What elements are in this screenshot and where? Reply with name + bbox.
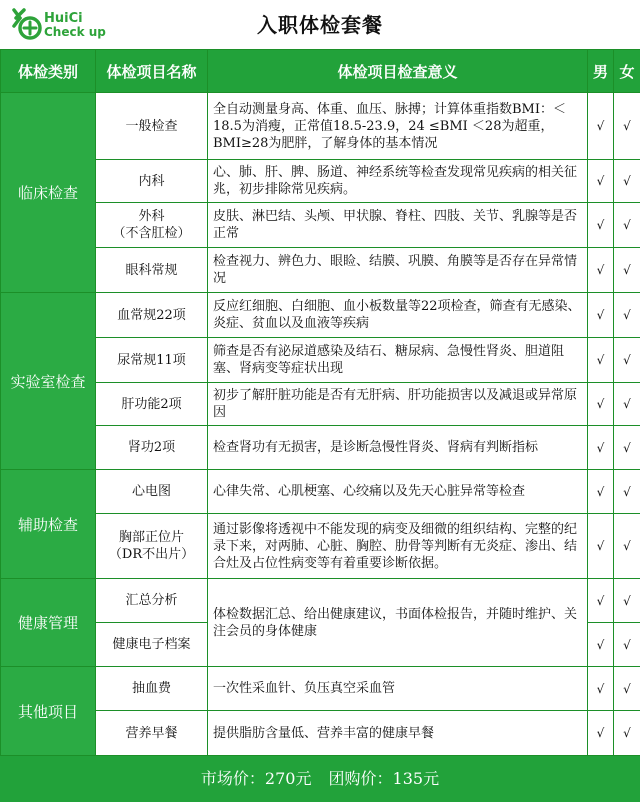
table-row (1, 667, 640, 711)
check-mark-male: √ (588, 514, 614, 579)
category-cell: 实验室检查 (1, 293, 96, 470)
table-row (1, 248, 640, 293)
table-row (1, 383, 640, 426)
column-header: 体检项目名称 (96, 50, 208, 93)
group-price: 团购价：135元 (329, 769, 440, 788)
check-mark-male: √ (588, 248, 614, 293)
item-name-cell: 心电图 (96, 470, 208, 514)
page-title: 入职体检套餐 (0, 9, 640, 38)
column-header: 男 (588, 50, 614, 93)
item-name-cell: 外科 （不含肛检） (96, 203, 208, 248)
check-mark-female: √ (614, 293, 640, 338)
column-header: 体检项目检查意义 (208, 50, 588, 93)
item-name-cell: 汇总分析 (96, 579, 208, 623)
check-mark-male: √ (588, 623, 614, 667)
item-name-cell: 肝功能2项 (96, 383, 208, 426)
item-description-cell: 心、肺、肝、脾、肠道、神经系统等检查发现常见疾病的相关征兆，初步排除常见疾病。 (208, 160, 588, 203)
item-description-cell: 检查肾功有无损害，是诊断急慢性肾炎、肾病有判断指标 (208, 426, 588, 470)
item-description-cell: 体检数据汇总、给出健康建议，书面体检报告，并随时维护、关注会员的身体健康 (208, 579, 588, 667)
check-mark-female: √ (614, 667, 640, 711)
check-mark-male: √ (588, 160, 614, 203)
item-description-cell: 一次性采血针、负压真空采血管 (208, 667, 588, 711)
check-mark-female: √ (614, 93, 640, 160)
table-row (1, 203, 640, 248)
item-description-cell: 筛查是否有泌尿道感染及结石、糖尿病、急慢性肾炎、胆道阻塞、肾病变等症状出现 (208, 338, 588, 383)
table-row (1, 711, 640, 756)
brand-name: HuiCi (44, 12, 83, 25)
check-mark-male: √ (588, 711, 614, 756)
check-mark-female: √ (614, 711, 640, 756)
category-cell: 辅助检查 (1, 470, 96, 579)
check-mark-female: √ (614, 426, 640, 470)
table-row (1, 338, 640, 383)
item-name-cell: 眼科常规 (96, 248, 208, 293)
check-mark-male: √ (588, 667, 614, 711)
check-mark-male: √ (588, 293, 614, 338)
check-mark-male: √ (588, 470, 614, 514)
check-mark-female: √ (614, 623, 640, 667)
check-mark-male: √ (588, 426, 614, 470)
item-name-cell: 营养早餐 (96, 711, 208, 756)
table-row (1, 514, 640, 579)
check-mark-male: √ (588, 579, 614, 623)
item-description-cell: 通过影像将透视中不能发现的病变及细微的组织结构、完整的纪录下来，对两肺、心脏、胸腔、肋骨等判断有无炎症、渗出、结合灶及占位性病变等有着重要诊断依据。 (208, 514, 588, 579)
column-header: 女 (614, 50, 640, 93)
check-mark-female: √ (614, 514, 640, 579)
item-name-cell: 抽血费 (96, 667, 208, 711)
item-description-cell: 全自动测量身高、体重、血压、脉搏；计算体重指数BMI：＜18.5为消瘦，正常值18.5-23.9，24 ≤BMI ＜28为超重，BMI≥28为肥胖，了解身体的基本情况 (208, 93, 588, 160)
item-name-cell: 健康电子档案 (96, 623, 208, 667)
item-description-cell: 反应红细胞、白细胞、血小板数量等22项检查，筛查有无感染、炎症、贫血以及血液等疾病 (208, 293, 588, 338)
item-description-cell: 初步了解肝脏功能是否有无肝病、肝功能损害以及减退或异常原因 (208, 383, 588, 426)
item-description-cell: 心律失常、心肌梗塞、心绞痛以及先天心脏异常等检查 (208, 470, 588, 514)
table-header-row (1, 50, 640, 93)
check-mark-male: √ (588, 93, 614, 160)
category-cell: 临床检查 (1, 93, 96, 293)
check-mark-female: √ (614, 203, 640, 248)
header (0, 0, 640, 49)
check-mark-female: √ (614, 579, 640, 623)
item-name-cell: 内科 (96, 160, 208, 203)
check-mark-female: √ (614, 160, 640, 203)
price-footer (0, 756, 640, 802)
item-name-cell: 肾功2项 (96, 426, 208, 470)
item-description-cell: 提供脂肪含量低、营养丰富的健康早餐 (208, 711, 588, 756)
category-cell: 健康管理 (1, 579, 96, 667)
checkup-package-table (0, 49, 640, 756)
category-cell: 其他项目 (1, 667, 96, 756)
check-mark-male: √ (588, 383, 614, 426)
check-mark-male: √ (588, 203, 614, 248)
check-mark-female: √ (614, 338, 640, 383)
check-mark-male: √ (588, 338, 614, 383)
brand-tagline: Check up (44, 26, 106, 39)
table-row (1, 93, 640, 160)
column-header: 体检类别 (1, 50, 96, 93)
check-mark-female: √ (614, 248, 640, 293)
table-row (1, 293, 640, 338)
item-description-cell: 皮肤、淋巴结、头颅、甲状腺、脊柱、四肢、关节、乳腺等是否正常 (208, 203, 588, 248)
check-mark-female: √ (614, 470, 640, 514)
table-row (1, 160, 640, 203)
check-mark-female: √ (614, 383, 640, 426)
table-row (1, 426, 640, 470)
market-price: 市场价：270元 (201, 769, 312, 788)
item-name-cell: 一般检查 (96, 93, 208, 160)
table-row (1, 579, 640, 623)
item-name-cell: 血常规22项 (96, 293, 208, 338)
item-name-cell: 尿常规11项 (96, 338, 208, 383)
item-description-cell: 检查视力、辨色力、眼睑、结膜、巩膜、角膜等是否存在异常情况 (208, 248, 588, 293)
table-row (1, 470, 640, 514)
item-name-cell: 胸部正位片 （DR不出片） (96, 514, 208, 579)
